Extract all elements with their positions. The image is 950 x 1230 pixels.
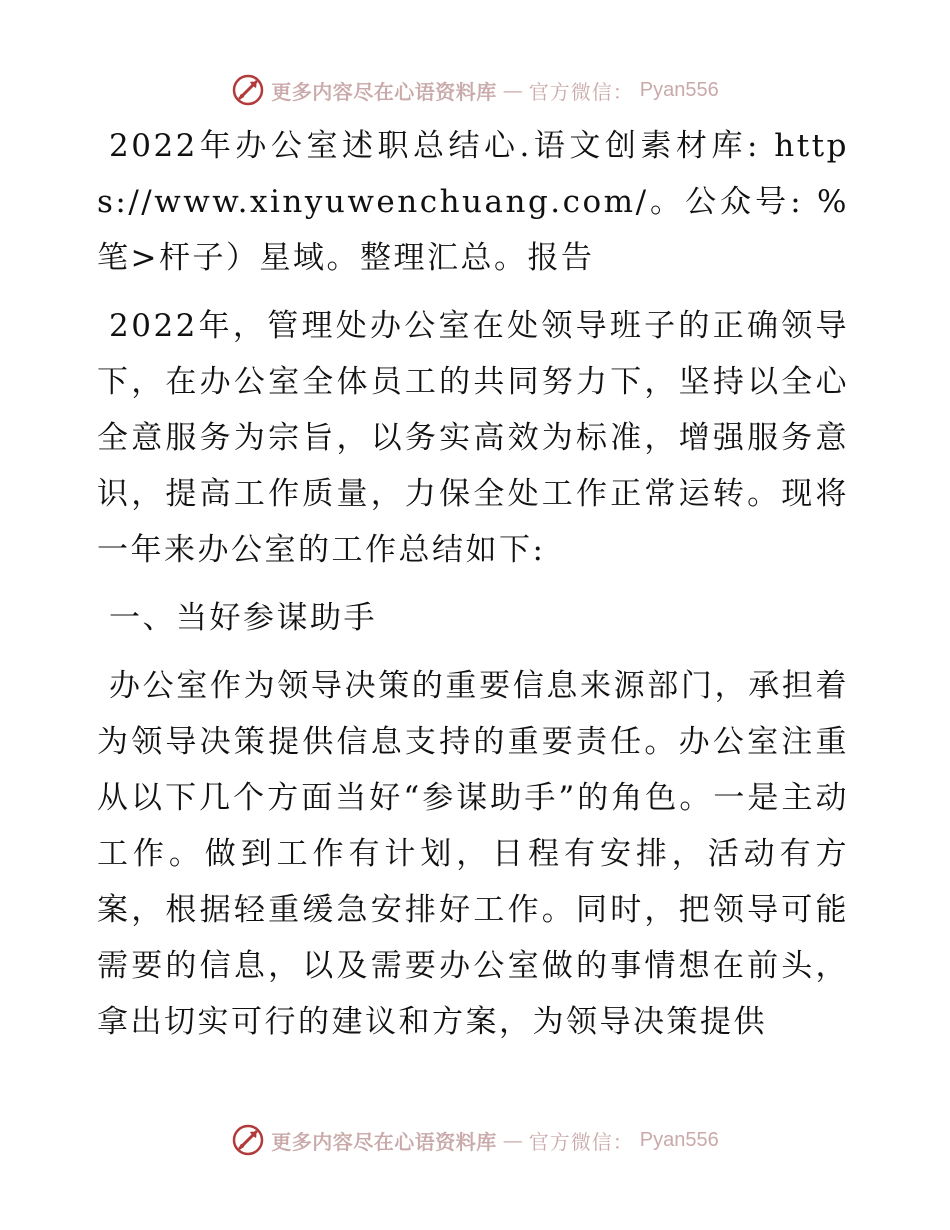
watermark-main-text: 更多内容尽在心语资料库: [271, 1129, 497, 1154]
quill-logo-icon: [231, 1123, 265, 1157]
watermark-sub-text: 官方微信：: [528, 79, 634, 104]
document-body: [97, 118, 849, 1062]
watermark-header: [0, 70, 950, 110]
section-paragraph: 办公室作为领导决策的重要信息来源部门，承担着为领导决策提供信息支持的重要责任。办公室注重从以下几个方面当好“参谋助手”的角色。一是主动工作。做到工作有计划，日程有安排，活动有方案，根据轻重缓急安排好工作。同时，把领导可能需要的信息，以及需要办公室做的事情想在前头，拿出切实可行的建议和方案，为领导决策提供: [97, 668, 849, 1040]
section-heading: 一、当好参谋助手: [109, 600, 377, 636]
intro-paragraph: 2022年，管理处办公室在处领导班子的正确领导下，在办公室全体员工的共同努力下，坚持以全心全意服务为宗旨，以务实高效为标准，增强服务意识，提高工作质量，力保全处工作正常运转。现将一年来办公室的工作总结如下:: [97, 308, 849, 568]
watermark-sub-text: 官方微信：: [528, 1129, 634, 1154]
quill-logo-icon: [231, 73, 265, 107]
watermark-footer: [0, 1120, 950, 1160]
watermark-account: Pyan556: [639, 78, 719, 101]
title-paragraph: 2022年办公室述职总结心.语文创素材库: https://www.xinyuwenchuang.com/。公众号: %笔>杆子）星域。整理汇总。报告: [97, 128, 849, 276]
watermark-dash: —: [502, 78, 523, 102]
watermark-dash: —: [502, 1128, 523, 1152]
watermark-main-text: 更多内容尽在心语资料库: [271, 79, 497, 104]
watermark-account: Pyan556: [639, 1128, 719, 1151]
